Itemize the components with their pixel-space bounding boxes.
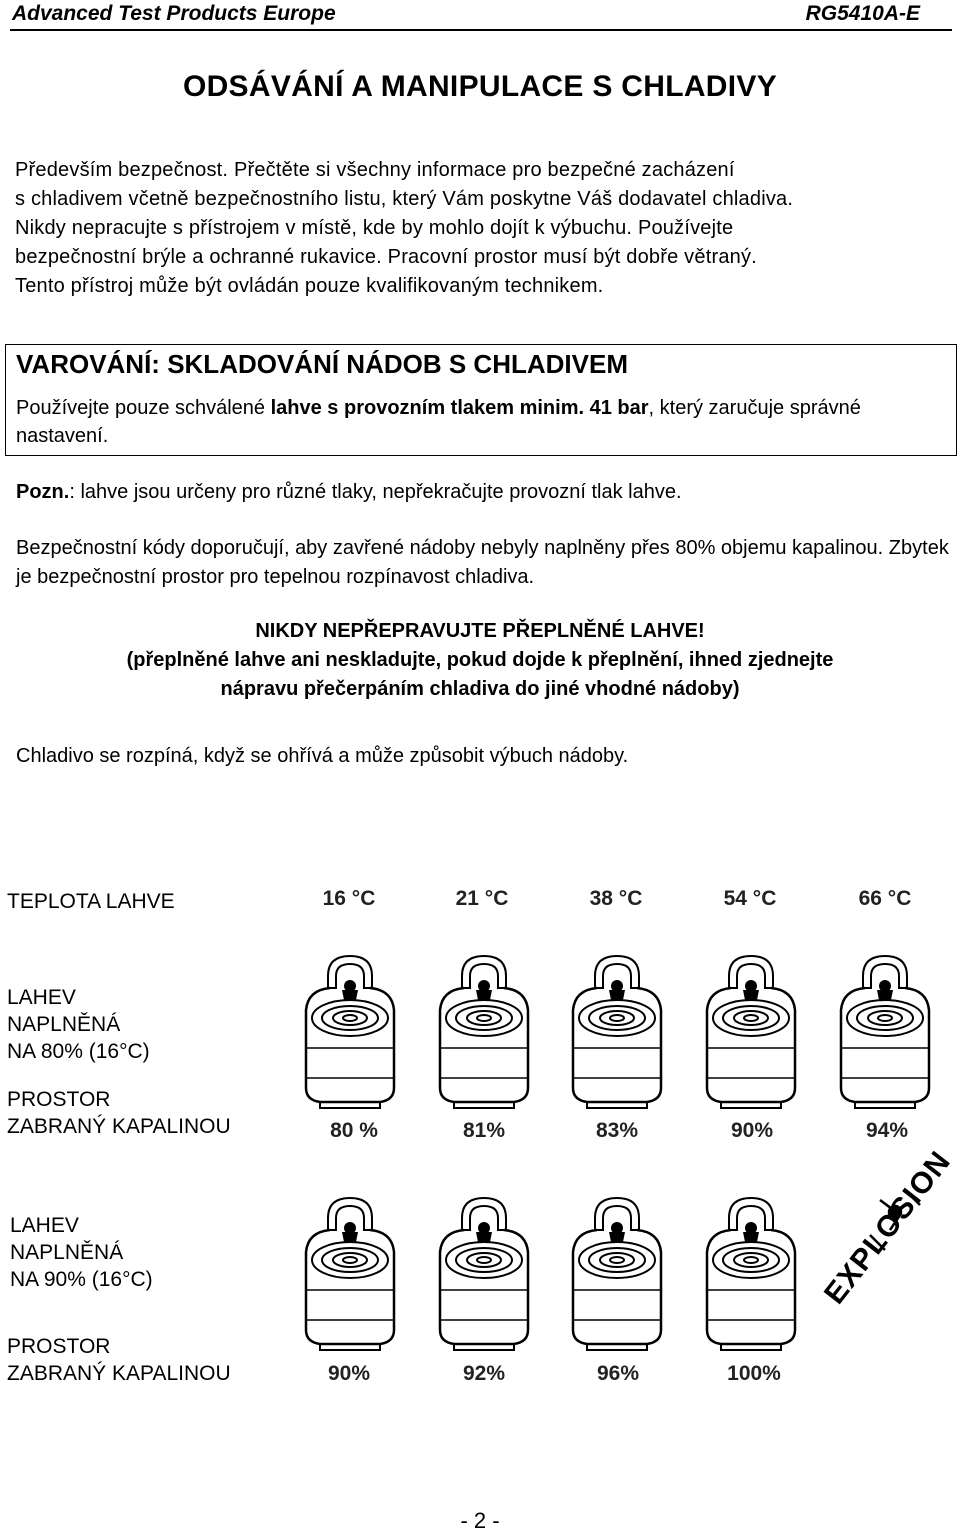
- page-number: - 2 -: [460, 1508, 500, 1533]
- cylinder-icon: [573, 1198, 661, 1350]
- cylinder-icon: [440, 956, 528, 1108]
- row80-pct: 94%: [865, 1119, 909, 1142]
- cylinder-icon: [573, 956, 661, 1108]
- row90-pct: 92%: [462, 1362, 506, 1385]
- row90-fill-line: NAPLNĚNÁ: [10, 1241, 124, 1264]
- temp-16: 16 °C: [322, 887, 376, 910]
- cylinder-icon: [841, 956, 929, 1108]
- temp-54: 54 °C: [723, 887, 777, 910]
- temp-21: 21 °C: [455, 887, 509, 910]
- cylinder-icon: [707, 1198, 795, 1350]
- never-transport-line3: nápravu přečerpáním chladiva do jiné vhodné nádoby): [220, 678, 740, 700]
- row80-pct: 90%: [730, 1119, 774, 1142]
- row80-space-line: PROSTOR: [7, 1088, 111, 1111]
- intro-line: Tento přístroj může být ovládán pouze kvalifikovaným technikem.: [15, 275, 604, 297]
- row80-fill-line: NA 80% (16°C): [7, 1040, 150, 1063]
- row90-space-line: ZABRANÝ KAPALINOU: [7, 1362, 231, 1385]
- row80-pct: 83%: [595, 1119, 639, 1142]
- never-transport-heading: NIKDY NEPŘEPRAVUJTE PŘEPLNĚNÉ LAHVE!: [255, 620, 705, 642]
- cylinder-icon: [306, 1198, 394, 1350]
- temp-66: 66 °C: [858, 887, 912, 910]
- intro-line: s chladivem včetně bezpečnostního listu, který Vám poskytne Váš dodavatel chladiva.: [15, 188, 794, 210]
- expansion-paragraph: Chladivo se rozpíná, když se ohřívá a může způsobit výbuch nádoby.: [16, 745, 629, 767]
- cylinder-icon: [440, 1198, 528, 1350]
- row90-pct: 90%: [327, 1362, 371, 1385]
- intro-line: Především bezpečnost. Přečtěte si všechny informace pro bezpečné zacházení: [15, 159, 735, 181]
- row90-space-line: PROSTOR: [7, 1335, 111, 1358]
- row80-pct: 80 %: [330, 1119, 378, 1142]
- header-company: Advanced Test Products Europe: [12, 2, 336, 25]
- row80-fill-line: NAPLNĚNÁ: [7, 1013, 121, 1036]
- explosion-label: EXPLOSION: [818, 1144, 958, 1311]
- row90-pct: 100%: [727, 1362, 781, 1385]
- row80-fill-line: LAHEV: [7, 986, 76, 1009]
- safety-codes-paragraph: Bezpečnostní kódy doporučují, aby zavřené nádoby nebyly naplněny přes 80% objemu kapalinou. Zbytek je bezpečnostní prostor pro tepelnou rozpínavost chladiva.: [16, 537, 949, 588]
- row90-pct: 96%: [596, 1362, 640, 1385]
- intro-line: Nikdy nepracujte s přístrojem v místě, kde by mohlo dojít k výbuchu. Používejte: [15, 217, 734, 239]
- intro-line: bezpečnostní brýle a ochranné rukavice. Pracovní prostor musí být dobře větraný.: [15, 246, 757, 268]
- warning-text-a: Používejte pouze schválené: [16, 397, 271, 419]
- row90-fill-line: NA 90% (16°C): [10, 1268, 153, 1291]
- row80-space-line: ZABRANÝ KAPALINOU: [7, 1115, 231, 1138]
- warning-text-bold: lahve s provozním tlakem minim. 41 bar: [270, 397, 649, 419]
- row80-pct: 81%: [462, 1119, 506, 1142]
- row90-fill-line: LAHEV: [10, 1214, 79, 1237]
- note-text: : lahve jsou určeny pro různé tlaky, nepřekračujte provozní tlak lahve.: [69, 481, 682, 503]
- cylinder-icon: [306, 956, 394, 1108]
- warning-title: VAROVÁNÍ: SKLADOVÁNÍ NÁDOB S CHLADIVEM: [16, 349, 628, 379]
- temperature-label: TEPLOTA LAHVE: [7, 890, 175, 913]
- cylinder-icon: [707, 956, 795, 1108]
- temp-38: 38 °C: [589, 887, 643, 910]
- never-transport-line2: (přeplněné lahve ani neskladujte, pokud dojde k přeplnění, ihned zjednejte: [126, 649, 834, 671]
- page-title: ODSÁVÁNÍ A MANIPULACE S CHLADIVY: [182, 70, 778, 103]
- warning-text-c: , který zaručuje správné nastavení.: [16, 397, 861, 447]
- header-doc-code: RG5410A-E: [805, 2, 920, 25]
- note-label: Pozn.: [16, 481, 70, 503]
